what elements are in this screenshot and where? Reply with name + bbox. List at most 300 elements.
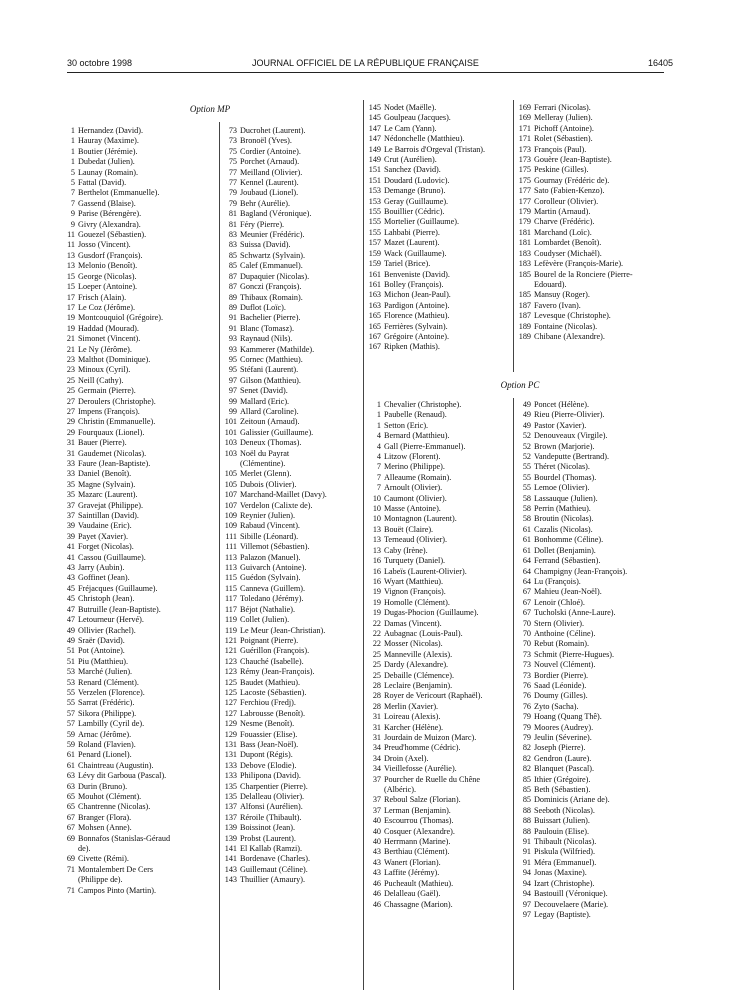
rank-number: 40 [372, 826, 381, 836]
list-item [366, 410, 486, 420]
rank-number: 94 [522, 868, 531, 878]
rank-number: 13 [372, 535, 381, 545]
candidate-name: Ducrohet (Laurent). [240, 126, 306, 135]
rank-number: 141 [224, 854, 237, 864]
candidate-name: Malthot (Dominique). [78, 354, 151, 364]
rank-number: 41 [66, 552, 75, 562]
candidate-name: Jeulin (Séverine). [534, 733, 592, 742]
list-item [222, 813, 336, 823]
rank-number: 21 [66, 334, 75, 344]
list-item [516, 155, 636, 165]
candidate-name: Bourdel (Thomas). [534, 472, 597, 482]
list-item [516, 743, 636, 753]
list-item [366, 691, 486, 701]
rank-number: 91 [228, 323, 237, 333]
list-item [60, 355, 174, 365]
rank-number: 82 [522, 753, 531, 763]
candidate-name: Brown (Marjorie). [534, 441, 595, 451]
list-item [60, 594, 174, 604]
rank-number: 25 [372, 660, 381, 670]
candidate-name: Paulouin (Elise). [534, 826, 590, 836]
list-item [222, 386, 336, 396]
candidate-name: Bourel de la Ronciere (Pierre-Edouard). [534, 269, 633, 289]
list-item [60, 615, 174, 625]
candidate-name: Sanchez (David). [384, 165, 441, 175]
candidate-name: Boissinot (Jean). [240, 823, 296, 833]
list-item [366, 311, 486, 321]
rank-number: 16 [372, 576, 381, 586]
candidate-name: Impens (François). [78, 406, 140, 416]
list-item [366, 837, 486, 847]
rank-number: 75 [228, 157, 237, 167]
rank-number: 161 [368, 269, 381, 279]
list-item [516, 249, 636, 259]
candidate-name: Merlet (Glenn). [240, 469, 292, 479]
rank-number: 123 [224, 656, 237, 666]
list-item [222, 376, 336, 386]
candidate-name: Ferrand (Sébastien). [534, 556, 601, 566]
list-item [366, 494, 486, 504]
list-item [516, 900, 636, 910]
list-item [366, 322, 486, 332]
candidate-name: Droin (Axel). [384, 753, 429, 763]
candidate-name: Chantrenne (Nicolas). [78, 802, 151, 812]
candidate-name: Gonczi (François). [240, 282, 302, 292]
rank-number: 133 [224, 760, 237, 770]
list-item [516, 207, 636, 217]
list-item [516, 639, 636, 649]
option-mp-title: Option MP [189, 104, 231, 114]
rank-number: 37 [372, 795, 381, 805]
list-item [60, 251, 174, 261]
rank-number: 49 [522, 410, 531, 420]
candidate-name: Debaille (Clémence). [384, 670, 455, 680]
list-item [222, 636, 336, 646]
rank-number: 13 [372, 524, 381, 534]
candidate-name: Penard (Lionel). [78, 750, 132, 760]
list-item [516, 186, 636, 196]
candidate-name: Labeïs (Laurent-Olivier). [384, 566, 467, 576]
list-item [516, 462, 636, 472]
rank-number: 55 [522, 483, 531, 493]
rank-number: 71 [66, 864, 75, 874]
candidate-name: Cordier (Antoine). [240, 146, 301, 156]
list-item [516, 681, 636, 691]
rank-number: 73 [522, 670, 531, 680]
list-item [516, 785, 636, 795]
candidate-name: Cosquer (Alexandre). [384, 826, 455, 836]
list-item [366, 259, 486, 269]
rank-number: 1 [70, 146, 75, 156]
list-item [60, 834, 174, 855]
list-item [60, 386, 174, 396]
list-item [60, 417, 174, 427]
rank-number: 97 [522, 899, 531, 909]
candidate-name: Mansuy (Roger). [534, 290, 590, 300]
rank-number: 105 [224, 479, 237, 489]
rank-number: 23 [66, 354, 75, 364]
list-item [60, 209, 174, 219]
list-item [222, 334, 336, 344]
candidate-name: Christin (Emmanuelle). [78, 417, 156, 427]
list-item [516, 702, 636, 712]
candidate-name: Saad (Léonide). [534, 680, 587, 690]
candidate-name: Gassend (Blaise). [78, 198, 136, 208]
list-item [222, 407, 336, 417]
candidate-name: Alfonsi (Aurélien). [240, 802, 303, 812]
list-item [366, 249, 486, 259]
rank-number: 175 [518, 175, 531, 185]
list-item [516, 577, 636, 587]
candidate-name: Charve (Frédéric). [534, 217, 595, 227]
rank-number: 63 [66, 781, 75, 791]
candidate-name: Bonhomme (Céline). [534, 535, 604, 545]
list-item [366, 556, 486, 566]
rank-number: 85 [522, 785, 531, 795]
candidate-name: Butruille (Jean-Baptiste). [78, 604, 161, 614]
rank-number: 29 [66, 417, 75, 427]
candidate-name: Demange (Bruno). [384, 186, 446, 196]
rank-number: 85 [228, 250, 237, 260]
list-item [60, 240, 174, 250]
list-item [516, 754, 636, 764]
rank-number: 73 [228, 126, 237, 135]
rank-number: 103 [224, 448, 237, 458]
list-item [60, 397, 174, 407]
list-item [60, 490, 174, 500]
candidate-name: Gouère (Jean-Baptiste). [534, 155, 612, 165]
candidate-name: Delalleau (Gaël). [384, 889, 441, 899]
rank-number: 179 [518, 207, 531, 217]
rank-number: 89 [228, 302, 237, 312]
candidate-name: Champigny (Jean-François). [534, 566, 628, 576]
candidate-name: Deroulers (Christophe). [78, 396, 156, 406]
list-item [60, 345, 174, 355]
option-mp-column-2 [222, 126, 336, 886]
list-item [60, 792, 174, 802]
candidate-name: Homolle (Clément). [384, 597, 450, 607]
rank-number: 177 [518, 196, 531, 206]
rank-number: 22 [372, 618, 381, 628]
candidate-name: Poignant (Pierre). [240, 635, 299, 645]
list-item [516, 311, 636, 321]
rank-number: 15 [66, 282, 75, 292]
list-item [222, 740, 336, 750]
list-item [366, 858, 486, 868]
list-item [222, 293, 336, 303]
list-item [60, 324, 174, 334]
list-item [60, 553, 174, 563]
list-item [222, 854, 336, 864]
candidate-name: Levesque (Christophe). [534, 311, 611, 321]
candidate-name: Decouvelaere (Marie). [534, 899, 609, 909]
rank-number: 46 [372, 899, 381, 909]
rank-number: 143 [224, 875, 237, 885]
rank-number: 49 [522, 400, 531, 409]
candidate-name: Arnoult (Olivier). [384, 483, 443, 493]
candidate-name: Seeboth (Nicolas). [534, 805, 595, 815]
candidate-name: Letourneur (Hervé). [78, 615, 144, 625]
list-item [60, 813, 174, 823]
candidate-name: Melleray (Julien). [534, 113, 593, 123]
candidate-name: Favero (Ivan). [534, 300, 581, 310]
list-item [516, 795, 636, 805]
candidate-name: Lu (François). [534, 576, 581, 586]
list-item [222, 834, 336, 844]
candidate-name: Le Cam (Yann). [384, 123, 437, 133]
candidate-name: Sarrat (Frédéric). [78, 698, 135, 708]
rank-number: 51 [66, 646, 75, 656]
candidate-name: Berthiau (Clément). [384, 847, 450, 857]
candidate-name: El Kallab (Ramzi). [240, 844, 303, 854]
list-item [222, 303, 336, 313]
candidate-name: Pot (Antoine). [78, 646, 125, 656]
rank-number: 93 [228, 334, 237, 344]
list-item [516, 259, 636, 269]
rank-number: 161 [368, 279, 381, 289]
rank-number: 115 [225, 583, 237, 593]
rank-number: 79 [522, 733, 531, 742]
list-item [222, 240, 336, 250]
list-item [366, 217, 486, 227]
option-pc-column-2 [516, 400, 636, 920]
list-item [222, 220, 336, 230]
list-item [60, 501, 174, 511]
list-item [516, 145, 636, 155]
candidate-name: Fattal (David). [78, 178, 127, 188]
rank-number: 151 [368, 165, 381, 175]
candidate-name: Paubelle (Renaud). [384, 410, 447, 420]
candidate-name: Wanert (Florian). [384, 857, 441, 867]
candidate-name: Duflot (Loïc). [240, 302, 286, 312]
list-item [222, 865, 336, 875]
candidate-name: Nouvel (Clément). [534, 660, 596, 670]
rank-number: 99 [228, 406, 237, 416]
rank-number: 25 [66, 375, 75, 385]
list-item [516, 494, 636, 504]
list-item [222, 542, 336, 552]
list-item [516, 837, 636, 847]
candidate-name: Piskula (Wilfried). [534, 847, 596, 857]
list-item [60, 532, 174, 542]
candidate-name: Ithier (Grégoire). [534, 774, 591, 784]
list-item [222, 573, 336, 583]
rank-number: 95 [228, 365, 237, 375]
list-item [366, 712, 486, 722]
column-divider [219, 122, 220, 990]
candidate-name: Porchet (Arnaud). [240, 157, 300, 167]
list-item [516, 290, 636, 300]
rank-number: 107 [224, 500, 237, 510]
list-item [60, 365, 174, 375]
rank-number: 45 [66, 594, 75, 604]
rank-number: 117 [225, 604, 237, 614]
candidate-name: Rieu (Pierre-Olivier). [534, 410, 605, 420]
list-item [60, 854, 174, 864]
list-item [366, 681, 486, 691]
rank-number: 97 [522, 909, 531, 919]
candidate-name: Buissart (Julien). [534, 816, 590, 826]
list-item [366, 155, 486, 165]
candidate-name: Royer de Vericourt (Raphaël). [384, 691, 483, 701]
candidate-name: Berthelot (Emmanuelle). [78, 188, 160, 198]
rank-number: 91 [522, 857, 531, 867]
rank-number: 167 [368, 342, 381, 352]
rank-number: 139 [224, 823, 237, 833]
list-item [60, 261, 174, 271]
candidate-name: Ferrari (Nicolas). [534, 103, 591, 112]
list-item [516, 712, 636, 722]
rank-number: 1 [376, 410, 381, 420]
candidate-name: Sato (Fabien-Kenzo). [534, 186, 605, 196]
rank-number: 101 [224, 417, 237, 427]
rank-number: 125 [224, 687, 237, 697]
list-item [366, 342, 486, 352]
rank-number: 58 [522, 493, 531, 503]
rank-number: 137 [224, 802, 237, 812]
candidate-name: Parise (Bérengère). [78, 209, 142, 219]
rank-number: 131 [224, 750, 237, 760]
list-item [222, 324, 336, 334]
list-item [222, 802, 336, 812]
rank-number: 40 [372, 837, 381, 847]
list-item [516, 619, 636, 629]
rank-number: 145 [368, 103, 381, 112]
header-journal-title: JOURNAL OFFICIEL DE LA RÉPUBLIQUE FRANÇAISE [252, 58, 479, 68]
rank-number: 65 [66, 792, 75, 801]
list-item [516, 410, 636, 420]
rank-number: 135 [224, 781, 237, 791]
list-item [516, 421, 636, 431]
list-item [516, 322, 636, 332]
candidate-name: Renard (Clément). [78, 677, 139, 687]
rank-number: 171 [518, 123, 531, 133]
rank-number: 28 [372, 691, 381, 701]
rank-number: 40 [372, 816, 381, 826]
rank-number: 63 [66, 771, 75, 781]
candidate-name: Ferrières (Sylvain). [384, 321, 448, 331]
candidate-name: Bordier (Pierre). [534, 670, 589, 680]
column-divider [513, 100, 514, 372]
rank-number: 49 [66, 625, 75, 635]
candidate-name: Vaudaine (Eric). [78, 521, 132, 531]
rank-number: 73 [522, 660, 531, 670]
candidate-name: Tariel (Brice). [384, 259, 431, 269]
rank-number: 153 [368, 186, 381, 196]
rank-number: 52 [522, 431, 531, 441]
rank-number: 109 [224, 521, 237, 531]
rank-number: 183 [518, 248, 531, 258]
rank-number: 1 [70, 136, 75, 146]
list-item [222, 626, 336, 636]
candidate-name: Bolley (François). [384, 279, 444, 289]
candidate-name: Stern (Olivier). [534, 618, 585, 628]
candidate-name: Calef (Emmanuel). [240, 261, 303, 271]
list-item [60, 750, 174, 760]
candidate-name: Villemot (Sébastien). [240, 542, 310, 552]
candidate-name: Mazarc (Laurent). [78, 490, 138, 500]
list-item [222, 313, 336, 323]
list-item [60, 282, 174, 292]
list-item [366, 577, 486, 587]
list-item [366, 764, 486, 774]
candidate-name: Aubagnac (Louis-Paul). [384, 628, 463, 638]
rank-number: 123 [224, 667, 237, 677]
list-item [60, 293, 174, 303]
list-item [366, 400, 486, 410]
rank-number: 69 [66, 854, 75, 864]
rank-number: 113 [225, 552, 237, 562]
list-item [516, 124, 636, 134]
rank-number: 67 [66, 823, 75, 833]
candidate-name: Lenoir (Chloé). [534, 597, 585, 607]
rank-number: 43 [66, 573, 75, 583]
candidate-name: Schmit (Pierre-Hugues). [534, 649, 615, 659]
candidate-name: Lévy dit Garboua (Pascal). [78, 771, 167, 781]
list-item [366, 535, 486, 545]
candidate-name: Chauché (Isabelle). [240, 656, 304, 666]
list-item [516, 176, 636, 186]
candidate-name: Pucheault (Mathieu). [384, 878, 454, 888]
list-item [366, 733, 486, 743]
candidate-name: Rabaud (Vincent). [240, 521, 300, 531]
rank-number: 169 [518, 113, 531, 123]
list-item [366, 608, 486, 618]
candidate-name: Poncet (Hélène). [534, 400, 590, 409]
rank-number: 181 [518, 238, 531, 248]
candidate-name: Bass (Jean-Noël). [240, 739, 299, 749]
candidate-name: Melonio (Benoît). [78, 261, 138, 271]
list-item [60, 521, 174, 531]
rank-number: 187 [518, 311, 531, 321]
list-item [222, 168, 336, 178]
rank-number: 88 [522, 805, 531, 815]
candidate-name: Kammerer (Mathilde). [240, 344, 315, 354]
rank-number: 7 [376, 472, 381, 482]
list-item [60, 303, 174, 313]
candidate-name: Bouët (Claire). [384, 524, 434, 534]
candidate-name: Doudard (Ludovic). [384, 175, 450, 185]
rank-number: 177 [518, 186, 531, 196]
candidate-name: Lambilly (Cyril de). [78, 719, 145, 729]
candidate-name: Marchand-Maillet (Davy). [240, 490, 327, 500]
rank-number: 43 [66, 563, 75, 573]
list-item [366, 332, 486, 342]
candidate-name: Thibault (Nicolas). [534, 837, 597, 847]
candidate-name: Réroile (Thibault). [240, 812, 302, 822]
rank-number: 115 [225, 573, 237, 583]
list-item [366, 473, 486, 483]
rank-number: 179 [518, 217, 531, 227]
list-item [60, 199, 174, 209]
list-item [516, 816, 636, 826]
candidate-name: Caby (Irène). [384, 545, 428, 555]
candidate-name: Dupont (Régis). [240, 750, 293, 760]
rank-number: 49 [66, 635, 75, 645]
candidate-name: Dominicis (Ariane de). [534, 795, 610, 805]
list-item [516, 827, 636, 837]
list-item [222, 355, 336, 365]
candidate-name: Coudyser (Michaël). [534, 248, 602, 258]
candidate-name: Karcher (Hélène). [384, 722, 444, 732]
rank-number: 171 [518, 134, 531, 144]
list-item [60, 313, 174, 323]
rank-number: 37 [372, 805, 381, 815]
candidate-name: Bronoël (Yves). [240, 136, 292, 146]
list-item [516, 775, 636, 785]
rank-number: 89 [228, 292, 237, 302]
candidate-name: Forget (Nicolas). [78, 542, 134, 552]
